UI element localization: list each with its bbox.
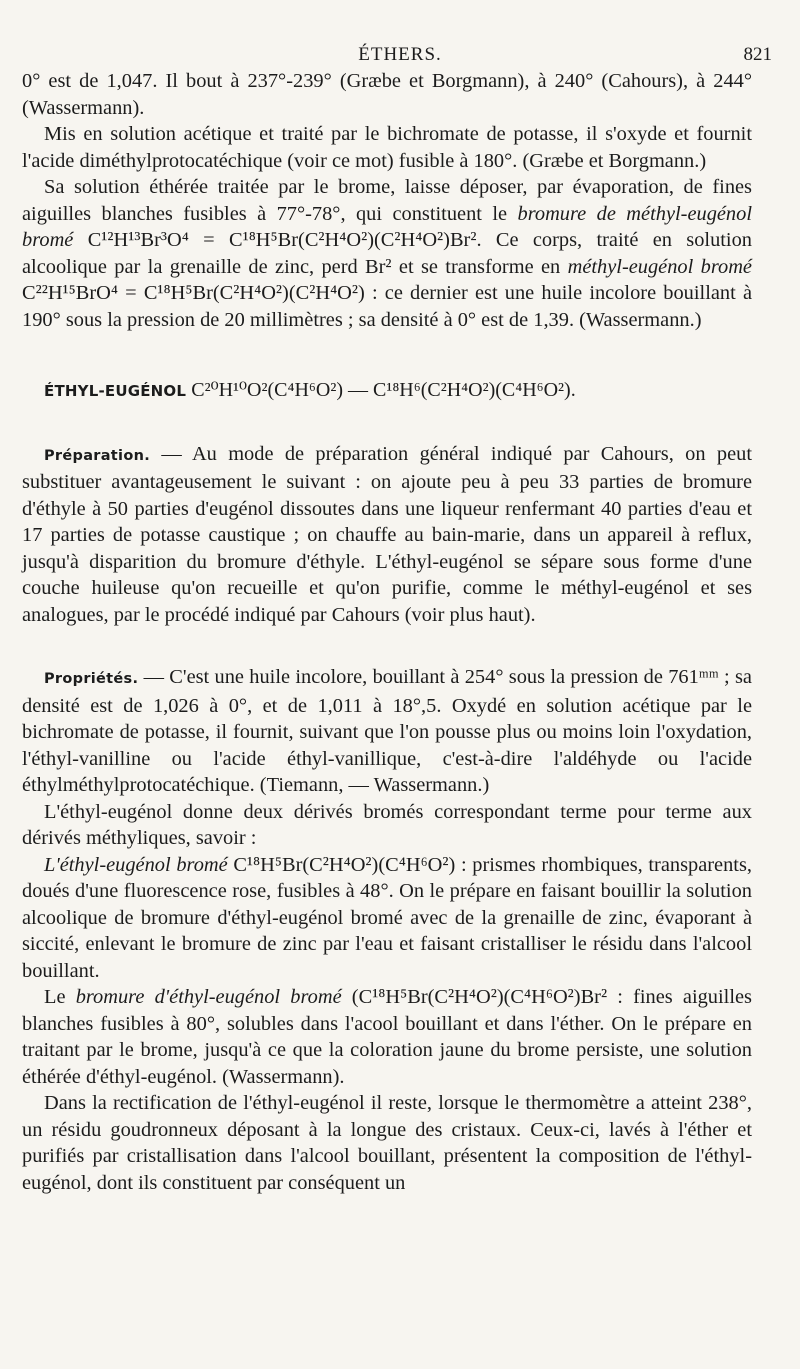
paragraph [22,664,752,799]
text-run: C¹²H¹³Br³O⁴ = C¹⁸H⁵Br(C²H⁴O²)(C²H⁴O²)Br². Ce corps, traité en solution alcoolique par la grenaille de zinc, perd Br² et se transforme en [22,229,752,278]
running-head-title: ÉTHERS. [358,44,442,65]
page-number: 821 [743,44,772,65]
italic-term: bromure d'éthyl-eugénol bromé [75,986,342,1008]
text-run: — Au mode de préparation général indiqué par Cahours, on peut substituer avantageusement le suivant : on ajoute peu à peu 33 parties de bromure d'éthyle à 50 parties d'eugénol dissoutes dans une liqueur renfermant 40 parties d'eau et 17 parties de potasse caustique ; on chauffe au bain-marie, dans un appareil à reflux, jusqu'à disparition du bromure d'éthyle. L'éthyl-eugénol se sépare sous forme d'une couche huileuse qu'on recueille et qu'on purifie, comme le méthyl-eugénol et ses analogues, par le procédé indiqué par Cahours (voir plus haut). [22,442,752,626]
text-run: C¹⁸H⁵Br(C²H⁴O²)(C⁴H⁶O²) : prismes rhombiques, transparents, doués d'une fluorescence rose, fusibles à 48°. On le prépare en faisant bouillir la solution alcoolique de bromure d'éthyl-eugénol bromé avec de la grenaille de zinc, évaporant à siccité, enlevant le bromure de zinc par l'eau et faisant cristalliser le résidu dans l'alcool bouillant. [22,853,752,982]
text-run: (C¹⁸H⁵Br(C²H⁴O²)(C⁴H⁶O²)Br² : fines aiguilles blanches fusibles à 80°, solubles dans l'acool bouillant et dans l'éther. On le prépare en traitant par le brome, jusqu'à ce que la coloration jaune du brome persiste, une solution éthérée d'éthyl-eugénol. (Wassermann). [22,986,752,1088]
italic-term: bromure de méthyl-eugénol bromé [22,202,752,251]
paragraph [22,68,752,121]
paragraph: Dans la rectification de l'éthyl-eugénol il reste, lorsque le thermomètre a atteint 238°, un résidu goudronneux déposant à la longue des cristaux. Ceux-ci, lavés à l'éther et purifiés par cristallisation dans l'alcool bouillant, présentent la composition de l'éthyl-eugénol, dont ils constituent par conséquent un [22,1092,752,1194]
runin-label: Propriétés. [44,671,139,687]
text-run: C²²H¹⁵BrO⁴ = C¹⁸H⁵Br(C²H⁴O²)(C²H⁴O²) : ce dernier est une huile incolore bouillant à 190° sous la pression de 20 millimètres ; sa densité à 0° est de 1,39. (Wassermann.) [22,282,752,331]
paragraph [22,984,752,1090]
italic-term: méthyl-eugénol bromé [567,255,752,278]
body-text [22,68,752,1196]
heading-formula: C²⁰H¹⁰O²(C⁴H⁶O²) — C¹⁸H⁶(C²H⁴O²)(C⁴H⁶O²). [191,379,576,401]
heading-title: ÉTHYL-EUGÉNOL [44,382,187,400]
text-run: — C'est une huile incolore, bouillant à 254° sous la pression de 761ᵐᵐ ; sa densité est de 1,026 à 0°, et de 1,011 à 18°,5. Oxydé en solution acétique par le bichromate de potasse, il fournit, suivant que l'on pousse plus ou moins loin l'oxydation, l'éthyl-vanilline ou l'acide éthyl-vanillique, c'est-à-dire l'aldéhyde ou l'acide éthylméthylprotocatéchique. (Tiemann, — Wassermann.) [22,666,752,796]
running-head [0,44,800,70]
text-run: Sa solution éthérée traitée par le brome, laisse déposer, par évaporation, de fines aiguilles blanches fusibles à 77°-78°, qui constituent le [22,176,752,225]
paragraph: Mis en solution acétique et traité par le bichromate de potasse, il s'oxyde et fournit l'acide diméthylprotocatéchique (voir ce mot) fusible à 180°. (Græbe et Borgmann.) [22,123,752,172]
section-heading [22,377,752,405]
paragraph [22,441,752,629]
text-run: Le [44,986,76,1008]
text-run: 0° est de 1,047. Il bout à 237°-239° (Græbe et Borgmann), à 240° (Cahours), à 244° (Wassermann). [22,70,752,119]
paragraph: L'éthyl-eugénol donne deux dérivés bromés correspondant terme pour terme aux dérivés méthyliques, savoir : [22,800,752,849]
paragraph [22,852,752,985]
paragraph [22,174,752,333]
runin-label: Préparation. [44,447,151,464]
italic-term: L'éthyl-eugénol bromé [44,853,228,876]
